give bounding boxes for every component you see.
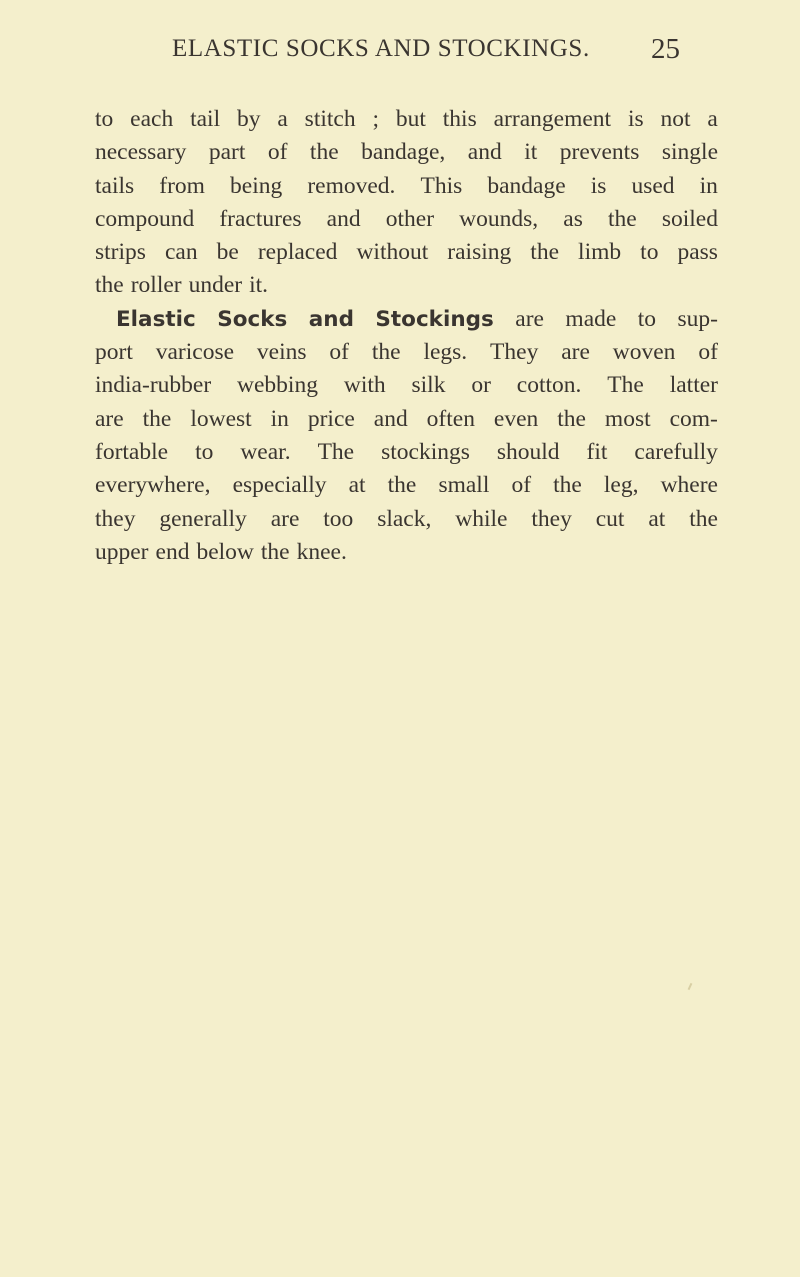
word: be (216, 239, 239, 266)
word: latter (669, 372, 718, 399)
word: raising (447, 239, 512, 266)
word: used (631, 172, 675, 199)
word: carefully (634, 438, 718, 465)
word: veins (256, 339, 307, 366)
word: of (267, 139, 288, 166)
word: knee. (296, 538, 347, 565)
word: fractures (219, 205, 302, 232)
word: are (95, 405, 124, 432)
word: too (323, 505, 354, 532)
word: of (698, 339, 718, 366)
text-line (95, 203, 718, 236)
word: necessary (95, 139, 187, 166)
word: in (270, 405, 289, 432)
word: at (648, 505, 666, 532)
text-line (95, 136, 718, 169)
text-line (95, 336, 718, 369)
bold-run-in-heading-word: Stockings (375, 306, 494, 332)
word: often (426, 405, 475, 432)
word: small (438, 472, 490, 499)
word: webbing (237, 372, 318, 399)
paper-speck (688, 983, 693, 990)
word: silk (411, 372, 446, 399)
word: are (561, 339, 590, 366)
text-line (95, 503, 718, 536)
word: made (565, 305, 617, 332)
word: woven (612, 339, 676, 366)
word: can (164, 239, 198, 266)
word: stockings (381, 438, 470, 465)
word: tails (95, 172, 135, 199)
text-line (95, 170, 718, 203)
word: prevents (559, 139, 640, 166)
word: a (277, 106, 288, 132)
bold-run-in-heading-word: Socks (217, 306, 288, 332)
word: wear. (240, 438, 291, 465)
word: This (420, 172, 463, 199)
text-line (95, 269, 718, 302)
word: other (385, 205, 435, 232)
text-line (95, 103, 718, 136)
word: to (640, 239, 659, 266)
running-title: ELASTIC SOCKS AND STOCKINGS. (172, 35, 590, 62)
word: the (607, 205, 637, 232)
word: the (689, 505, 718, 532)
word: this (442, 106, 477, 132)
word: they (95, 505, 136, 532)
word: port (95, 339, 133, 366)
text-line (95, 436, 718, 469)
word: cotton. (516, 372, 582, 399)
word: the (387, 472, 417, 499)
word: slack, (377, 505, 432, 532)
word: price (307, 405, 355, 432)
word: they (531, 505, 572, 532)
word: but (395, 106, 426, 132)
word: single (661, 139, 718, 166)
word: part (208, 139, 246, 166)
word: fit (586, 438, 608, 465)
running-head (0, 34, 800, 74)
word: the (142, 405, 172, 432)
word: ; (372, 106, 379, 132)
text-line (95, 303, 718, 336)
page-number: 25 (651, 33, 680, 65)
word: soiled (661, 205, 718, 232)
word: strips (95, 239, 146, 266)
word: the (95, 272, 124, 299)
word: from (159, 172, 205, 199)
word: roller (130, 272, 182, 299)
word: under (188, 272, 243, 299)
text-line (95, 469, 718, 502)
word: each (130, 106, 174, 132)
word: com- (669, 405, 718, 432)
word: it (524, 139, 538, 166)
word: is (590, 172, 607, 199)
word: compound (95, 205, 195, 232)
word: not (660, 106, 691, 132)
word: the (260, 538, 290, 565)
word: fortable (95, 438, 169, 465)
word: should (496, 438, 560, 465)
word: to (637, 305, 657, 332)
body-text (95, 103, 718, 569)
word: without (356, 239, 429, 266)
word: and (373, 405, 408, 432)
word: as (563, 205, 583, 232)
word: or (471, 372, 491, 399)
word: where (660, 472, 718, 499)
word: a (707, 106, 718, 132)
word: even (493, 405, 539, 432)
word: replaced (257, 239, 338, 266)
word: is (627, 106, 644, 132)
word: in (699, 172, 718, 199)
bold-run-in-heading-word: and (308, 306, 354, 332)
word: below (196, 538, 254, 565)
word: by (236, 106, 261, 132)
word: are (515, 305, 544, 332)
word: india-rubber (95, 372, 212, 399)
word: and (326, 205, 361, 232)
word: sup- (677, 305, 718, 332)
word: end (155, 538, 190, 565)
word: legs. (423, 339, 468, 366)
word: pass (677, 239, 718, 266)
word: to (195, 438, 214, 465)
word: the (557, 405, 586, 432)
word: limb (578, 239, 622, 266)
word: generally (159, 505, 247, 532)
word: stitch (304, 106, 356, 132)
word: the (553, 472, 582, 499)
word: The (317, 438, 355, 465)
text-line (95, 236, 718, 269)
word: wounds, (459, 205, 539, 232)
word: cut (595, 505, 625, 532)
word: The (607, 372, 644, 399)
word: removed. (307, 172, 396, 199)
word: upper (95, 538, 149, 565)
word: of (329, 339, 349, 366)
text-line (95, 536, 718, 569)
word: everywhere, (95, 472, 211, 499)
word: the (530, 239, 560, 266)
word: with (343, 372, 386, 399)
word: tail (190, 106, 221, 132)
word: especially (232, 472, 327, 499)
word: bandage (487, 172, 566, 199)
text-line (95, 403, 718, 436)
word: the (371, 339, 401, 366)
word: at (348, 472, 366, 499)
word: and (467, 139, 502, 166)
text-line (95, 369, 718, 402)
word: of (511, 472, 532, 499)
word: it. (249, 272, 269, 299)
word: bandage, (361, 139, 446, 166)
word: to (95, 106, 114, 132)
word: being (230, 172, 283, 199)
word: lowest (190, 405, 252, 432)
word: are (270, 505, 300, 532)
word: leg, (603, 472, 639, 499)
word: while (455, 505, 508, 532)
word: varicose (155, 339, 235, 366)
bold-run-in-heading-word: Elastic (116, 306, 196, 332)
word: most (604, 405, 651, 432)
word: They (490, 339, 539, 366)
word: the (309, 139, 339, 166)
word: arrangement (493, 106, 612, 132)
